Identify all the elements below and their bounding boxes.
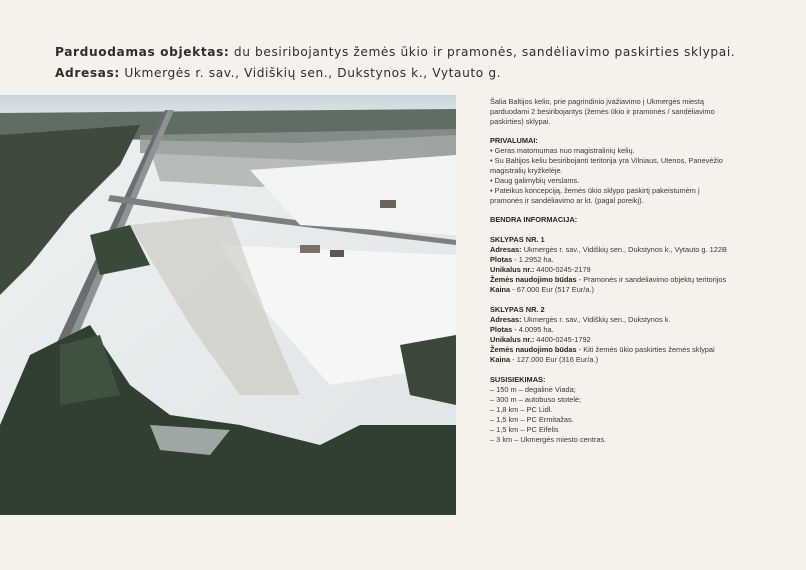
plot-2-area: Plotas - 4.0095 ha. (490, 325, 554, 334)
plot-1-address: Adresas: Ukmergės r. sav., Vidiškių sen., Dukstynos k., Vytauto g. 122B (490, 245, 727, 254)
advantage-item: • Pateikus koncepciją, žemės ūkio sklypo paskirtį pakeistumėm į (490, 186, 700, 195)
plot-2-price: Kaina - 127.000 Eur (316 Eur/a.) (490, 355, 599, 364)
plot-1-land-use: Žemės naudojimo būdas - Pramonės ir sandėliavimo objektų teritorijos (490, 275, 727, 284)
advantage-item: pramonės ir sandėliavimo ar kt. (pagal poreikį). (490, 196, 644, 205)
plot-2-title: SKLYPAS NR. 2 (490, 305, 545, 314)
property-info (490, 97, 765, 445)
connection-item: – 300 m – autobuso stotelė; (490, 395, 582, 404)
object-line (55, 42, 775, 63)
plot-2-land-use: Žemės naudojimo būdas - Kiti žemės ūkio paskirties žemės sklypai (490, 345, 715, 354)
intro-line-1: Šalia Baltijos kelio, prie pagrindinio įvažiavimo į Ukmergės miestą (490, 97, 705, 106)
connection-item: – 3 km – Ukmergės miesto centras. (490, 435, 607, 444)
plot-1-price: Kaina - 67.000 Eur (517 Eur/a.) (490, 285, 594, 294)
plot-1-area: Plotas - 1.2952 ha. (490, 255, 554, 264)
advantages-title: PRIVALUMAI: (490, 136, 538, 145)
aerial-photo-illustration (0, 95, 456, 515)
intro-line-2: parduodami 2 besiribojantys (žemės ūkio ir pramonės / sandėliavimo (490, 107, 715, 116)
address-text: Ukmergės r. sav., Vidiškių sen., Dukstynos k., Vytauto g. (119, 66, 502, 80)
advantage-item: • Su Baltijos keliu besiribojanti teritorija yra Vilniaus, Utenos, Panevėžio (490, 156, 723, 165)
listing-header (55, 42, 775, 84)
advantage-item: • Daug galimybių verslams. (490, 176, 580, 185)
aerial-photo (0, 95, 456, 515)
object-label: Parduodamas objektas: (55, 45, 230, 59)
general-info-title: BENDRA INFORMACIJA: (490, 215, 578, 224)
connection-item: – 1,5 km – PC Eifelis (490, 425, 559, 434)
connections-title: SUSISIEKIMAS: (490, 375, 546, 384)
plot-1-id: Unikalus nr.: 4400-0245-2179 (490, 265, 591, 274)
address-line (55, 63, 775, 84)
connection-item: – 150 m – degalinė Viada; (490, 385, 576, 394)
plot-1-title: SKLYPAS NR. 1 (490, 235, 545, 244)
plot-2-address: Adresas: Ukmergės r. sav., Vidiškių sen., Dukstynos k. (490, 315, 671, 324)
connection-item: – 1,5 km – PC Ermitažas. (490, 415, 574, 424)
intro-line-3: paskirties) sklypai. (490, 117, 551, 126)
plot-2-id: Unikalus nr.: 4400-0245-1792 (490, 335, 591, 344)
advantage-item: magistralių kryžkelėje. (490, 166, 563, 175)
address-label: Adresas: (55, 66, 120, 80)
connection-item: – 1,8 km – PC Lidl. (490, 405, 553, 414)
advantage-item: • Geras matomumas nuo magistralinių kelių. (490, 146, 635, 155)
object-text: du besiribojantys žemės ūkio ir pramonės, sandėliavimo paskirties sklypai. (229, 45, 736, 59)
